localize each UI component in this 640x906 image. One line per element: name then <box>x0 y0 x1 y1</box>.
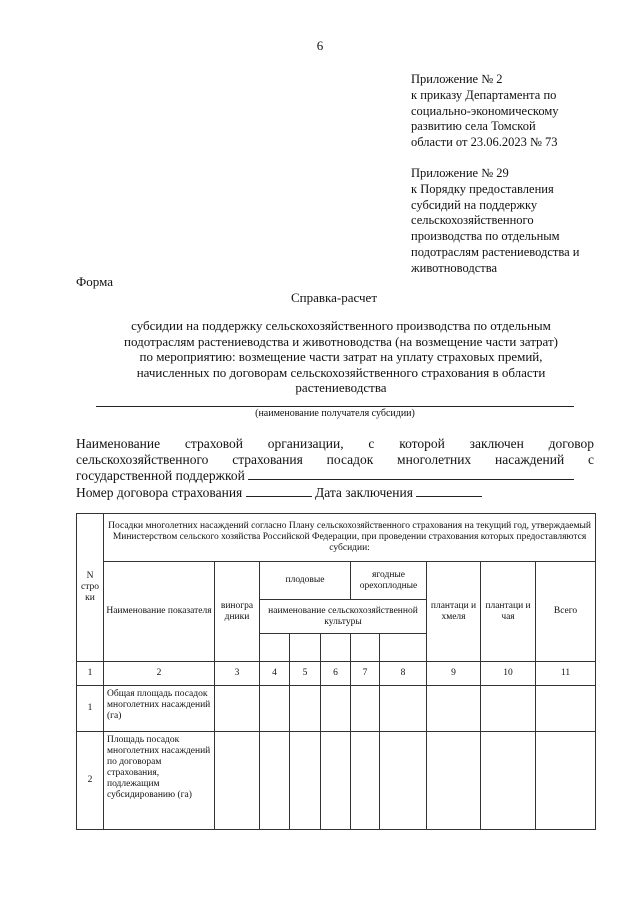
col-number: 9 <box>427 662 481 686</box>
col-number: 3 <box>215 662 260 686</box>
appendix-1-line: к приказу Департамента по <box>411 87 557 102</box>
data-cell[interactable] <box>321 732 351 830</box>
col-number: 11 <box>536 662 596 686</box>
tea-header: плантаци и чая <box>481 562 536 662</box>
data-cell[interactable] <box>260 732 290 830</box>
data-cell[interactable] <box>380 686 427 732</box>
appendix-2-line: животноводства <box>411 260 497 275</box>
indicator-header: Наименование показателя <box>104 562 215 662</box>
data-cell[interactable] <box>290 686 321 732</box>
subject-line: начисленных по договорам сельскохозяйственного страхования в области <box>136 364 546 380</box>
vineyards-header: виногра дники <box>215 562 260 662</box>
data-cell[interactable] <box>536 732 596 830</box>
appendix-2-line: Приложение № 29 <box>411 166 509 180</box>
col-number: 5 <box>290 662 321 686</box>
insurer-line-1: Наименование страховой организации, с которой заключен договор <box>76 436 594 451</box>
table-row <box>77 686 596 732</box>
data-cell[interactable] <box>215 732 260 830</box>
fruit-header: плодовые <box>260 562 351 600</box>
appendix-2-line: сельскохозяйственного <box>411 213 534 228</box>
appendix-1 <box>411 72 631 151</box>
crop-subcol[interactable] <box>260 634 290 662</box>
col-number: 8 <box>380 662 427 686</box>
data-cell[interactable] <box>427 732 481 830</box>
crop-subcol[interactable] <box>290 634 321 662</box>
col-number: 6 <box>321 662 351 686</box>
berry-nut-header: ягодные орехоплодные <box>351 562 427 600</box>
appendix-2-line: к Порядку предоставления <box>411 181 554 196</box>
col-number: 2 <box>104 662 215 686</box>
contract-number-field[interactable] <box>246 484 312 497</box>
appendix-1-line: области от 23.06.2023 № 73 <box>411 135 558 150</box>
row-number-header: N стро ки <box>77 514 104 662</box>
subject-line: по мероприятию: возмещение части затрат на уплату страховых премий, <box>139 349 543 365</box>
subsidy-table <box>76 513 596 830</box>
data-cell[interactable] <box>351 686 380 732</box>
data-cell[interactable] <box>380 732 427 830</box>
subject-line: растениеводства <box>295 380 387 396</box>
data-cell[interactable] <box>351 732 380 830</box>
insurer-name-field[interactable] <box>248 467 574 480</box>
appendix-2-line: субсидий на поддержку <box>411 197 538 212</box>
data-cell[interactable] <box>481 686 536 732</box>
col-number: 10 <box>481 662 536 686</box>
row-number: 2 <box>77 732 104 830</box>
row-indicator: Площадь посадок многолетних насаждений по договорам страхования, подлежащим субсидированию (га) <box>104 732 215 830</box>
form-label: Форма <box>76 274 113 289</box>
total-header: Всего <box>536 562 596 662</box>
contract-date-field[interactable] <box>416 484 482 497</box>
data-cell[interactable] <box>481 732 536 830</box>
insurer-paragraph <box>76 436 594 500</box>
recipient-caption: (наименование получателя субсидии) <box>255 408 415 419</box>
table-row <box>77 732 596 830</box>
appendix-2-line: подотраслям растениеводства и <box>411 244 580 259</box>
subject-line: подотраслям растениеводства и животноводства (на возмещение части затрат) <box>124 333 558 349</box>
contract-date-label: Дата заключения <box>315 484 413 500</box>
page-number: 6 <box>316 38 324 53</box>
data-cell[interactable] <box>321 686 351 732</box>
appendix-1-line: социально-экономическому <box>411 103 559 118</box>
crop-subcol[interactable] <box>351 634 380 662</box>
row-indicator: Общая площадь посадок многолетних насаждений (га) <box>104 686 215 732</box>
insurer-line-3-text: государственной поддержкой <box>76 468 245 484</box>
data-cell[interactable] <box>260 686 290 732</box>
hops-header: плантаци и хмеля <box>427 562 481 662</box>
col-number: 1 <box>77 662 104 686</box>
insurer-line-3 <box>76 467 594 484</box>
data-cell[interactable] <box>290 732 321 830</box>
data-cell[interactable] <box>427 686 481 732</box>
appendix-1-line: развитию села Томской <box>411 119 536 134</box>
row-number: 1 <box>77 686 104 732</box>
crop-subcol[interactable] <box>380 634 427 662</box>
appendix-2-line: производства по отдельным <box>411 229 560 244</box>
group-header: Посадки многолетних насаждений согласно Плану сельскохозяйственного страхования на текущий год, утверждаемый Министерством сельского хозяйства Российской Федерации, при проведении страхования которых предоставляются субсидии: <box>104 514 596 562</box>
contract-line <box>76 484 594 501</box>
recipient-name-line[interactable] <box>96 406 574 407</box>
crop-subcol[interactable] <box>321 634 351 662</box>
crop-name-header: наименование сельскохозяйственной культуры <box>260 600 427 634</box>
subject-line: субсидии на поддержку сельскохозяйственного производства по отдельным <box>131 318 551 333</box>
document-subject <box>96 318 586 396</box>
appendix-2 <box>411 166 631 277</box>
insurer-line-2: сельскохозяйственного страхования посадок многолетних насаждений с <box>76 451 594 467</box>
contract-number-label: Номер договора страхования <box>76 484 243 500</box>
document-title: Справка-расчет <box>290 290 378 305</box>
data-cell[interactable] <box>536 686 596 732</box>
data-cell[interactable] <box>215 686 260 732</box>
col-number: 7 <box>351 662 380 686</box>
col-number: 4 <box>260 662 290 686</box>
appendix-1-line: Приложение № 2 <box>411 72 503 86</box>
